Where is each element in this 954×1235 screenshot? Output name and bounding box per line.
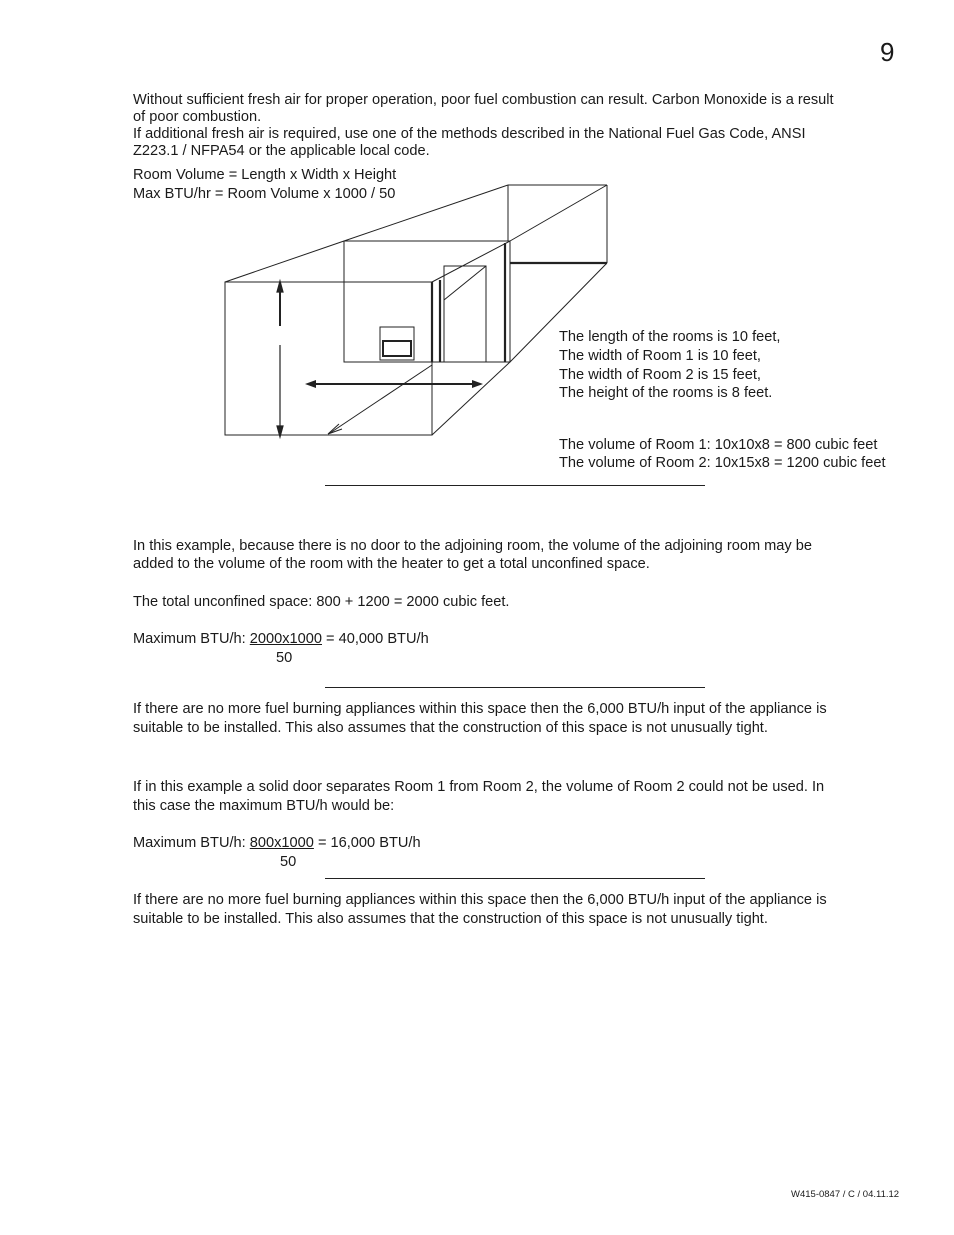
volume-room2: The volume of Room 2: 10x15x8 = 1200 cubic feet <box>559 455 886 471</box>
calc-result: = 16,000 BTU/h <box>313 835 421 851</box>
calc-label: Maximum BTU/h: <box>133 835 250 851</box>
example1-total: The total unconfined space: 800 + 1200 = 2000 cubic feet. <box>133 594 510 610</box>
intro-line-1: Without sufficient fresh air for proper operation, poor fuel combustion can result. Carbon Monoxide is a result <box>133 92 834 108</box>
room1-front-face <box>225 282 432 435</box>
footer-doc-code: W415-0847 / C / 04.11.12 <box>791 1189 900 1200</box>
example1-calculation <box>133 631 429 649</box>
divider-2 <box>325 687 705 688</box>
example2-line-1: If in this example a solid door separates Room 1 from Room 2, the volume of Room 2 could not be used. In <box>133 779 825 795</box>
conclusion2-line-2: suitable to be installed. This also assumes that the construction of this space is not unusually tight. <box>133 911 768 927</box>
volume-room1: The volume of Room 1: 10x10x8 = 800 cubic feet <box>559 437 878 453</box>
calc-numerator: 2000x1000 <box>249 631 322 647</box>
conclusion1-line-1: If there are no more fuel burning appliances within this space then the 6,000 BTU/h input of the appliance is <box>133 701 827 717</box>
heater-icon <box>380 327 414 360</box>
divider-3 <box>325 878 705 879</box>
dimension-length: The length of the rooms is 10 feet, <box>559 329 781 345</box>
calc-numerator: 800x1000 <box>249 835 314 851</box>
intro-line-4: Z223.1 / NFPA54 or the applicable local code. <box>133 143 430 159</box>
calc-denominator: 50 <box>280 854 297 870</box>
calc-result: = 40,000 BTU/h <box>322 631 429 647</box>
example2-calculation <box>133 835 421 853</box>
dimension-width-room2: The width of Room 2 is 15 feet, <box>559 367 761 383</box>
intro-line-2: of poor combustion. <box>133 109 262 125</box>
room-diagram <box>0 0 954 500</box>
doorway-opening <box>444 266 486 362</box>
example2-line-2: this case the maximum BTU/h would be: <box>133 798 395 814</box>
example1-line-2: added to the volume of the room with the heater to get a total unconfined space. <box>133 556 650 572</box>
dimension-width-room1: The width of Room 1 is 10 feet, <box>559 348 761 364</box>
room1-back-wall <box>344 241 510 362</box>
formula-max-btu: Max BTU/hr = Room Volume x 1000 / 50 <box>133 186 396 202</box>
page-number: 9 <box>880 37 895 67</box>
conclusion2-line-1: If there are no more fuel burning appliances within this space then the 6,000 BTU/h input of the appliance is <box>133 892 827 908</box>
calc-label: Maximum BTU/h: <box>133 631 250 647</box>
formula-room-volume: Room Volume = Length x Width x Height <box>133 167 397 183</box>
example1-line-1: In this example, because there is no door to the adjoining room, the volume of the adjoining room may be <box>133 538 813 554</box>
conclusion1-line-2: suitable to be installed. This also assumes that the construction of this space is not unusually tight. <box>133 720 768 736</box>
intro-line-3: If additional fresh air is required, use one of the methods described in the National Fuel Gas Code, ANSI <box>133 126 806 142</box>
divider-1 <box>325 485 705 486</box>
calc-denominator: 50 <box>276 650 293 666</box>
dimension-height: The height of the rooms is 8 feet. <box>559 385 773 401</box>
